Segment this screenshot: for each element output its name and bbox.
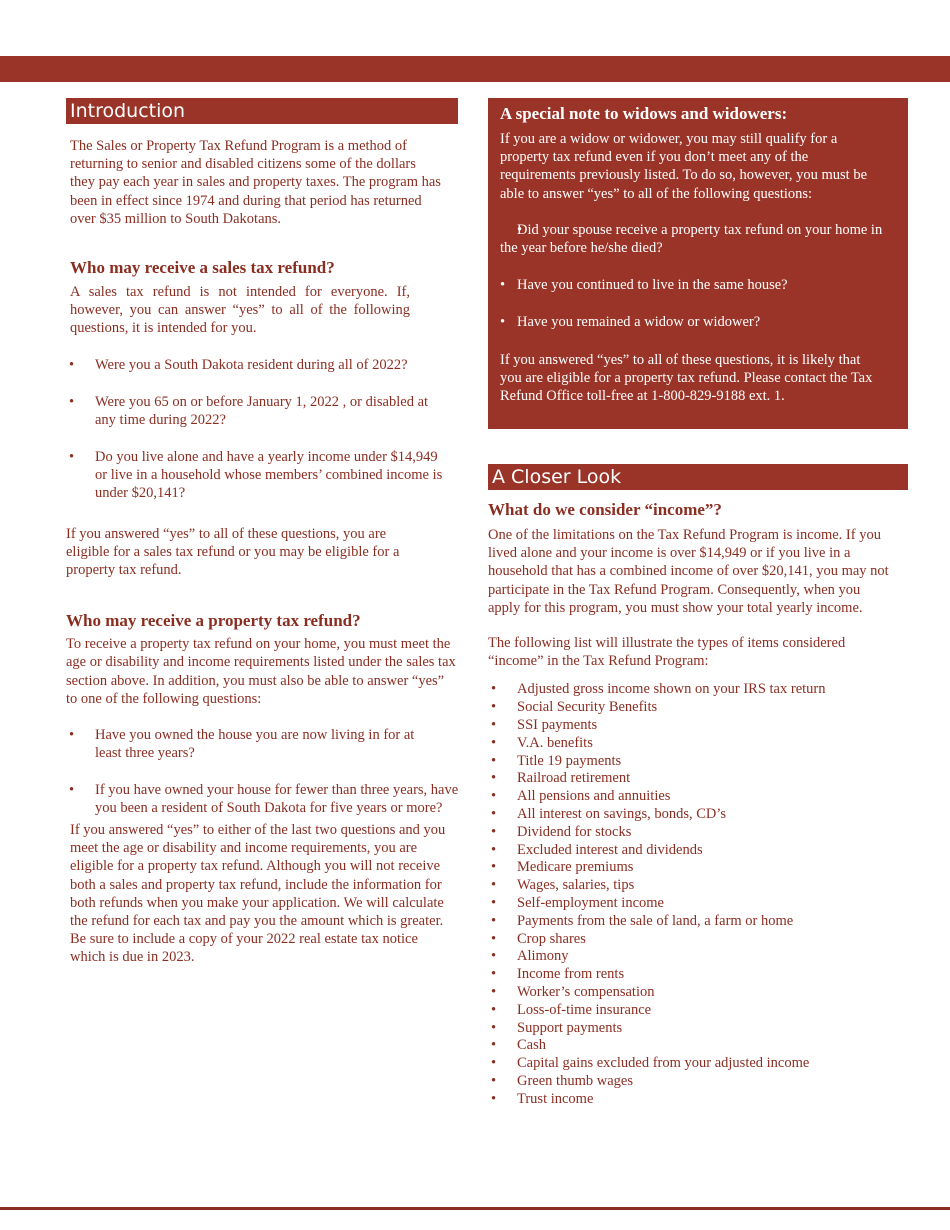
sales-tax-heading: Who may receive a sales tax refund? xyxy=(70,258,335,278)
income-list-intro: The following list will illustrate the types of items considered “income” in the Tax Refund Program: xyxy=(488,635,846,670)
list-item: • Worker’s compensation xyxy=(488,984,908,1002)
list-item: • Self-employment income xyxy=(488,895,908,913)
property-tax-heading: Who may receive a property tax refund? xyxy=(66,611,361,631)
introduction-text: The Sales or Property Tax Refund Program is a method of returning to senior and disabled citizens some of the dollars they pay each year in sales and property taxes. The program has been in effect since 1974 and during that period has returned over $35 million to South Dakotans. xyxy=(70,138,441,227)
list-item: • SSI payments xyxy=(488,717,908,735)
property-tax-questions xyxy=(66,726,458,817)
income-items-list xyxy=(488,681,908,1108)
widows-question: • Have you continued to live in the same house? xyxy=(500,276,896,294)
list-item: • Were you a South Dakota resident during all of 2022? xyxy=(66,356,435,374)
right-column xyxy=(488,98,908,1109)
list-item: • Adjusted gross income shown on your IRS tax return xyxy=(488,681,908,699)
list-item: • Alimony xyxy=(488,948,908,966)
list-item: • Income from rents xyxy=(488,966,908,984)
list-item: • Loss-of-time insurance xyxy=(488,1002,908,1020)
list-item: • Title 19 payments xyxy=(488,753,908,771)
list-item: • Medicare premiums xyxy=(488,859,908,877)
closer-look-header: A Closer Look xyxy=(488,464,908,490)
income-text: One of the limitations on the Tax Refund Program is income. If you lived alone and your income is over $14,949 or if you live in a household that has a combined income of over $20,141, you may not participate in the Tax Refund Program. Consequently, when you apply for this program, you must show your total yearly income. xyxy=(488,527,889,616)
sales-tax-questions xyxy=(66,356,458,502)
list-item: • Do you live alone and have a yearly income under $14,949 or live in a household whose members’ combined income is under $20,141? xyxy=(66,448,451,502)
list-item: • Excluded interest and dividends xyxy=(488,842,908,860)
widows-conclusion: If you answered “yes” to all of these questions, it is likely that you are eligible for a property tax refund. Please contact the Tax Refund Office toll-free at 1-800-829-9188 ext. 1. xyxy=(500,351,873,405)
widows-question: • Have you remained a widow or widower? xyxy=(500,313,896,331)
list-item: • Railroad retirement xyxy=(488,770,908,788)
property-tax-intro: To receive a property tax refund on your home, you must meet the age or disability and income requirements listed under the sales tax section above. In addition, you must also be able to answer “yes” to one of the following questions: xyxy=(66,636,456,707)
sales-tax-conclusion: If you answered “yes” to all of these questions, you are eligible for a sales tax refund or you may be eligible for a property tax refund. xyxy=(66,525,400,579)
list-item: • V.A. benefits xyxy=(488,735,908,753)
list-item: • All pensions and annuities xyxy=(488,788,908,806)
list-item: • Wages, salaries, tips xyxy=(488,877,908,895)
list-item: • Payments from the sale of land, a farm or home xyxy=(488,913,908,931)
list-item: • If you have owned your house for fewer than three years, have you been a resident of South Dakota for five years or more? xyxy=(66,781,460,817)
property-tax-conclusion: If you answered “yes” to either of the last two questions and you meet the age or disability and income requirements, you are eligible for a property tax refund. Although you will not receive both a sales and property tax refund, include the information for both refunds when you make your application. We will calculate the refund for each tax and pay you the amount which is greater. Be sure to include a copy of your 2022 real estate tax notice which is due in 2023. xyxy=(70,822,446,966)
introduction-header: Introduction xyxy=(66,98,458,124)
list-item: • Green thumb wages xyxy=(488,1073,908,1091)
top-banner-bar xyxy=(0,56,950,82)
sales-tax-intro: A sales tax refund is not intended for everyone. If, however, you can answer “yes” to all of the following questions, it is intended for you. xyxy=(70,284,410,337)
list-item: • Have you owned the house you are now living in for at least three years? xyxy=(66,726,440,762)
widows-note-box xyxy=(488,98,908,429)
list-item: • Dividend for stocks xyxy=(488,824,908,842)
left-column xyxy=(66,98,458,967)
list-item: • All interest on savings, bonds, CD’s xyxy=(488,806,908,824)
list-item: • Trust income xyxy=(488,1091,908,1109)
income-heading: What do we consider “income”? xyxy=(488,500,722,519)
list-item: • Crop shares xyxy=(488,931,908,949)
list-item: • Were you 65 on or before January 1, 2022 , or disabled at any time during 2022? xyxy=(66,393,445,429)
list-item: • Social Security Benefits xyxy=(488,699,908,717)
list-item: • Cash xyxy=(488,1037,908,1055)
widows-question: • Did your spouse receive a property tax refund on your home in the year before he/she died? xyxy=(500,221,896,257)
widows-intro: If you are a widow or widower, you may still qualify for a property tax refund even if you don’t meet any of the requirements previously listed. To do so, however, you must be able to answer “yes” to all of the following questions: xyxy=(500,131,868,202)
widows-heading: A special note to widows and widowers: xyxy=(500,104,788,123)
bottom-rule xyxy=(0,1207,950,1210)
list-item: • Capital gains excluded from your adjusted income xyxy=(488,1055,908,1073)
list-item: • Support payments xyxy=(488,1020,908,1038)
